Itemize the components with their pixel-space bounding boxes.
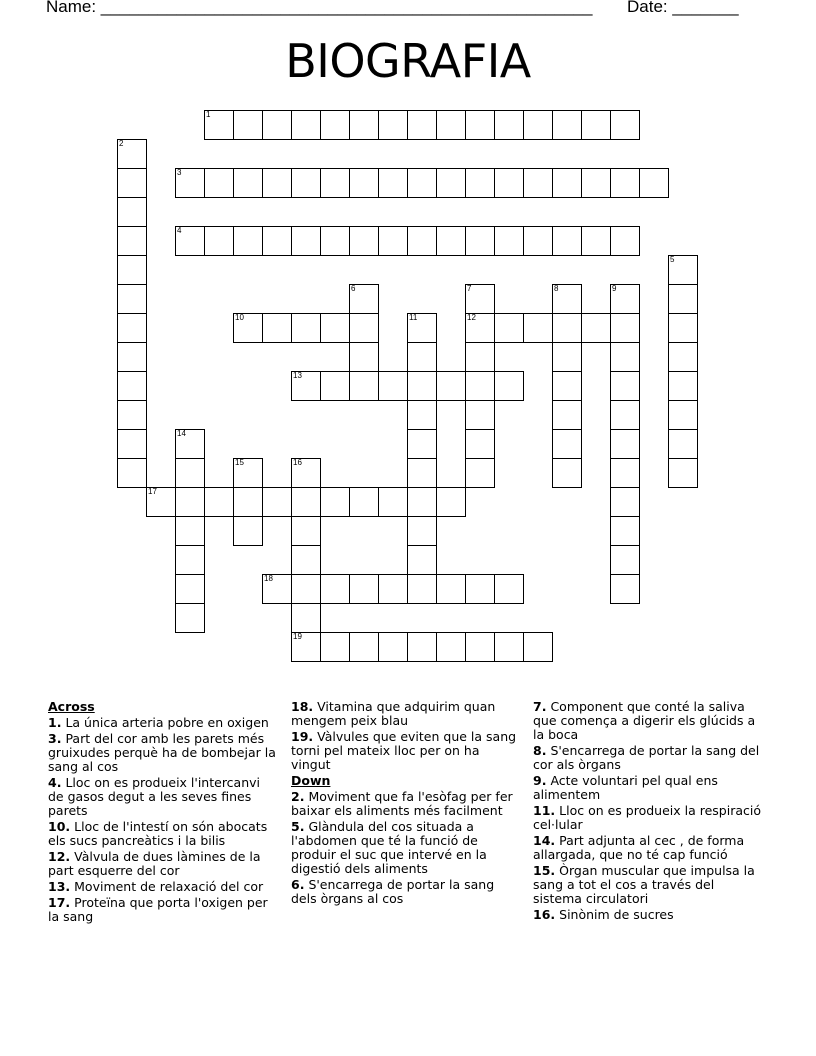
grid-cell[interactable] [117,255,147,285]
grid-cell[interactable] [407,574,437,604]
grid-cell[interactable] [233,516,263,546]
grid-cell[interactable] [204,226,234,256]
grid-cell[interactable] [349,342,379,372]
grid-cell[interactable] [407,313,437,343]
grid-cell[interactable] [262,168,292,198]
clue-down-16: 16. Sinònim de sucres [533,907,674,922]
grid-cell[interactable] [552,110,582,140]
grid-cell[interactable] [262,574,292,604]
clue-down-8: 8. S'encarrega de portar la sang del cor als òrgans [533,743,760,772]
grid-cell[interactable] [610,545,640,575]
clue-down-5: 5. Glàndula del cos situada a l'abdomen que té la funció de produir el suc que intervé en la digestió dels aliments [291,819,487,876]
grid-cell[interactable] [291,458,321,488]
grid-cell[interactable] [610,487,640,517]
grid-cell[interactable] [291,632,321,662]
grid-cell[interactable] [204,487,234,517]
grid-cell[interactable] [117,429,147,459]
grid-cell[interactable] [349,110,379,140]
grid-cell[interactable] [291,371,321,401]
cell-number: 8 [554,284,559,293]
cell-number: 14 [177,429,186,438]
grid-cell[interactable] [407,632,437,662]
grid-cell[interactable] [494,313,524,343]
grid-cell[interactable] [320,371,350,401]
grid-cell[interactable] [581,313,611,343]
grid-cell[interactable] [117,197,147,227]
grid-cell[interactable] [552,400,582,430]
grid-cell[interactable] [233,487,263,517]
grid-cell[interactable] [117,371,147,401]
grid-cell[interactable] [668,255,698,285]
grid-cell[interactable] [610,371,640,401]
grid-cell[interactable] [320,313,350,343]
grid-cell[interactable] [175,168,205,198]
grid-cell[interactable] [407,168,437,198]
grid-cell[interactable] [175,226,205,256]
grid-cell[interactable] [552,226,582,256]
grid-cell[interactable] [349,168,379,198]
grid-cell[interactable] [523,168,553,198]
grid-cell[interactable] [494,371,524,401]
clue-down-7: 7. Component que conté la saliva que comença a digerir els glúcids a la boca [533,699,756,742]
grid-cell[interactable] [552,458,582,488]
grid-cell[interactable] [436,110,466,140]
cell-number: 17 [148,487,157,496]
grid-cell[interactable] [291,226,321,256]
grid-cell[interactable] [349,632,379,662]
grid-cell[interactable] [552,168,582,198]
grid-cell[interactable] [320,632,350,662]
grid-cell[interactable] [668,429,698,459]
grid-cell[interactable] [291,110,321,140]
grid-cell[interactable] [436,226,466,256]
grid-cell[interactable] [175,574,205,604]
grid-cell[interactable] [465,400,495,430]
down-heading: Down [291,773,331,788]
cell-number: 4 [177,226,182,235]
clue-down-14: 14. Part adjunta al cec , de forma allargada, que no té cap funció [533,833,745,862]
across-heading: Across [48,699,95,714]
grid-cell[interactable] [378,574,408,604]
grid-cell[interactable] [639,168,669,198]
grid-cell[interactable] [378,487,408,517]
clues-column-2 [291,700,521,908]
grid-cell[interactable] [291,574,321,604]
cell-number: 5 [670,255,675,264]
grid-cell[interactable] [117,168,147,198]
grid-cell[interactable] [146,487,176,517]
grid-cell[interactable] [465,429,495,459]
date-field[interactable]: Date: _______ [627,0,739,16]
grid-cell[interactable] [436,168,466,198]
grid-cell[interactable] [320,168,350,198]
grid-cell[interactable] [175,603,205,633]
clue-across-17: 17. Proteïna que porta l'oxigen per la sang [48,895,268,924]
grid-cell[interactable] [523,313,553,343]
grid-cell[interactable] [668,342,698,372]
grid-cell[interactable] [117,139,147,169]
grid-cell[interactable] [581,226,611,256]
grid-cell[interactable] [552,284,582,314]
grid-cell[interactable] [233,226,263,256]
cell-number: 6 [351,284,356,293]
grid-cell[interactable] [262,226,292,256]
clue-down-15: 15. Òrgan muscular que impulsa la sang a tot el cos a través del sistema circulatori [533,863,755,906]
grid-cell[interactable] [668,371,698,401]
grid-cell[interactable] [610,574,640,604]
grid-cell[interactable] [349,313,379,343]
grid-cell[interactable] [175,429,205,459]
grid-cell[interactable] [349,487,379,517]
cell-number: 10 [235,313,244,322]
grid-cell[interactable] [233,168,263,198]
grid-cell[interactable] [320,226,350,256]
grid-cell[interactable] [320,110,350,140]
grid-cell[interactable] [581,110,611,140]
grid-cell[interactable] [610,458,640,488]
grid-cell[interactable] [494,168,524,198]
grid-cell[interactable] [465,574,495,604]
grid-cell[interactable] [291,487,321,517]
grid-cell[interactable] [407,371,437,401]
grid-cell[interactable] [465,371,495,401]
grid-cell[interactable] [668,313,698,343]
grid-cell[interactable] [552,342,582,372]
grid-cell[interactable] [610,110,640,140]
cell-number: 12 [467,313,476,322]
grid-cell[interactable] [117,342,147,372]
grid-cell[interactable] [610,284,640,314]
cell-number: 2 [119,139,124,148]
grid-cell[interactable] [407,545,437,575]
grid-cell[interactable] [117,458,147,488]
clue-down-2: 2. Moviment que fa l'esòfag per fer baixar els aliments més facilment [291,789,513,818]
name-field[interactable]: Name: ____________________________________________________ [46,0,593,16]
grid-cell[interactable] [117,284,147,314]
grid-cell[interactable] [552,371,582,401]
clue-across-13: 13. Moviment de relaxació del cor [48,879,264,894]
grid-cell[interactable] [581,168,611,198]
grid-cell[interactable] [233,458,263,488]
grid-cell[interactable] [378,632,408,662]
grid-cell[interactable] [262,487,292,517]
grid-cell[interactable] [378,168,408,198]
clues-column-3 [533,700,765,924]
grid-cell[interactable] [233,110,263,140]
grid-cell[interactable] [494,110,524,140]
grid-cell[interactable] [523,632,553,662]
grid-cell[interactable] [610,342,640,372]
grid-cell[interactable] [291,603,321,633]
grid-cell[interactable] [175,487,205,517]
grid-cell[interactable] [407,516,437,546]
cell-number: 16 [293,458,302,467]
cell-number: 3 [177,168,182,177]
clue-across-19: 19. Vàlvules que eviten que la sang torni pel mateix lloc per on ha vingut [291,729,517,772]
cell-number: 15 [235,458,244,467]
grid-cell[interactable] [552,429,582,459]
grid-cell[interactable] [610,226,640,256]
cell-number: 9 [612,284,617,293]
cell-number: 13 [293,371,302,380]
grid-cell[interactable] [465,110,495,140]
clue-across-10: 10. Lloc de l'intestí on són abocats els sucs pancreàtics i la bilis [48,819,268,848]
grid-cell[interactable] [407,429,437,459]
grid-cell[interactable] [320,487,350,517]
grid-cell[interactable] [349,226,379,256]
cell-number: 1 [206,110,211,119]
grid-cell[interactable] [494,226,524,256]
clue-down-11: 11. Lloc on es produeix la respiració cel·lular [533,803,762,832]
grid-cell[interactable] [291,313,321,343]
grid-cell[interactable] [407,487,437,517]
grid-cell[interactable] [552,313,582,343]
grid-cell[interactable] [436,632,466,662]
grid-cell[interactable] [349,574,379,604]
grid-cell[interactable] [436,574,466,604]
grid-cell[interactable] [465,284,495,314]
clue-across-18: 18. Vitamina que adquirim quan mengem peix blau [291,699,496,728]
grid-cell[interactable] [233,313,263,343]
grid-cell[interactable] [378,226,408,256]
clue-across-4: 4. Lloc on es produeix l'intercanvi de gasos degut a les seves fines parets [48,775,261,818]
grid-cell[interactable] [117,313,147,343]
cell-number: 19 [293,632,302,641]
grid-cell[interactable] [610,516,640,546]
clues-column-1 [48,700,276,926]
clue-across-3: 3. Part del cor amb les parets més gruixudes perquè ha de bombejar la sang al cos [48,731,276,774]
grid-cell[interactable] [668,458,698,488]
grid-cell[interactable] [262,110,292,140]
grid-cell[interactable] [465,342,495,372]
grid-cell[interactable] [465,168,495,198]
grid-cell[interactable] [117,400,147,430]
grid-cell[interactable] [117,226,147,256]
grid-cell[interactable] [291,545,321,575]
clue-across-12: 12. Vàlvula de dues làmines de la part esquerre del cor [48,849,261,878]
grid-cell[interactable] [378,110,408,140]
clue-down-6: 6. S'encarrega de portar la sang dels òrgans al cos [291,877,495,906]
grid-cell[interactable] [465,226,495,256]
grid-cell[interactable] [465,632,495,662]
grid-cell[interactable] [465,313,495,343]
puzzle-title: BIOGRAFIA [285,34,531,88]
grid-cell[interactable] [465,458,495,488]
cell-number: 11 [409,313,418,322]
grid-cell[interactable] [204,110,234,140]
grid-cell[interactable] [610,400,640,430]
grid-cell[interactable] [175,458,205,488]
grid-cell[interactable] [610,168,640,198]
grid-cell[interactable] [407,400,437,430]
grid-cell[interactable] [349,371,379,401]
grid-cell[interactable] [494,574,524,604]
grid-cell[interactable] [436,487,466,517]
grid-cell[interactable] [175,545,205,575]
grid-cell[interactable] [349,284,379,314]
cell-number: 18 [264,574,273,583]
grid-cell[interactable] [320,574,350,604]
cell-number: 7 [467,284,472,293]
grid-cell[interactable] [407,458,437,488]
grid-cell[interactable] [523,110,553,140]
grid-cell[interactable] [610,429,640,459]
grid-cell[interactable] [407,342,437,372]
grid-cell[interactable] [436,371,466,401]
grid-cell[interactable] [262,313,292,343]
grid-cell[interactable] [175,516,205,546]
grid-cell[interactable] [668,400,698,430]
grid-cell[interactable] [610,313,640,343]
grid-cell[interactable] [291,516,321,546]
clue-across-1: 1. La única arteria pobre en oxigen [48,715,269,730]
grid-cell[interactable] [407,226,437,256]
grid-cell[interactable] [523,226,553,256]
grid-cell[interactable] [668,284,698,314]
grid-cell[interactable] [407,110,437,140]
clue-down-9: 9. Acte voluntari pel qual ens alimentem [533,773,718,802]
grid-cell[interactable] [204,168,234,198]
grid-cell[interactable] [494,632,524,662]
grid-cell[interactable] [378,371,408,401]
grid-cell[interactable] [291,168,321,198]
